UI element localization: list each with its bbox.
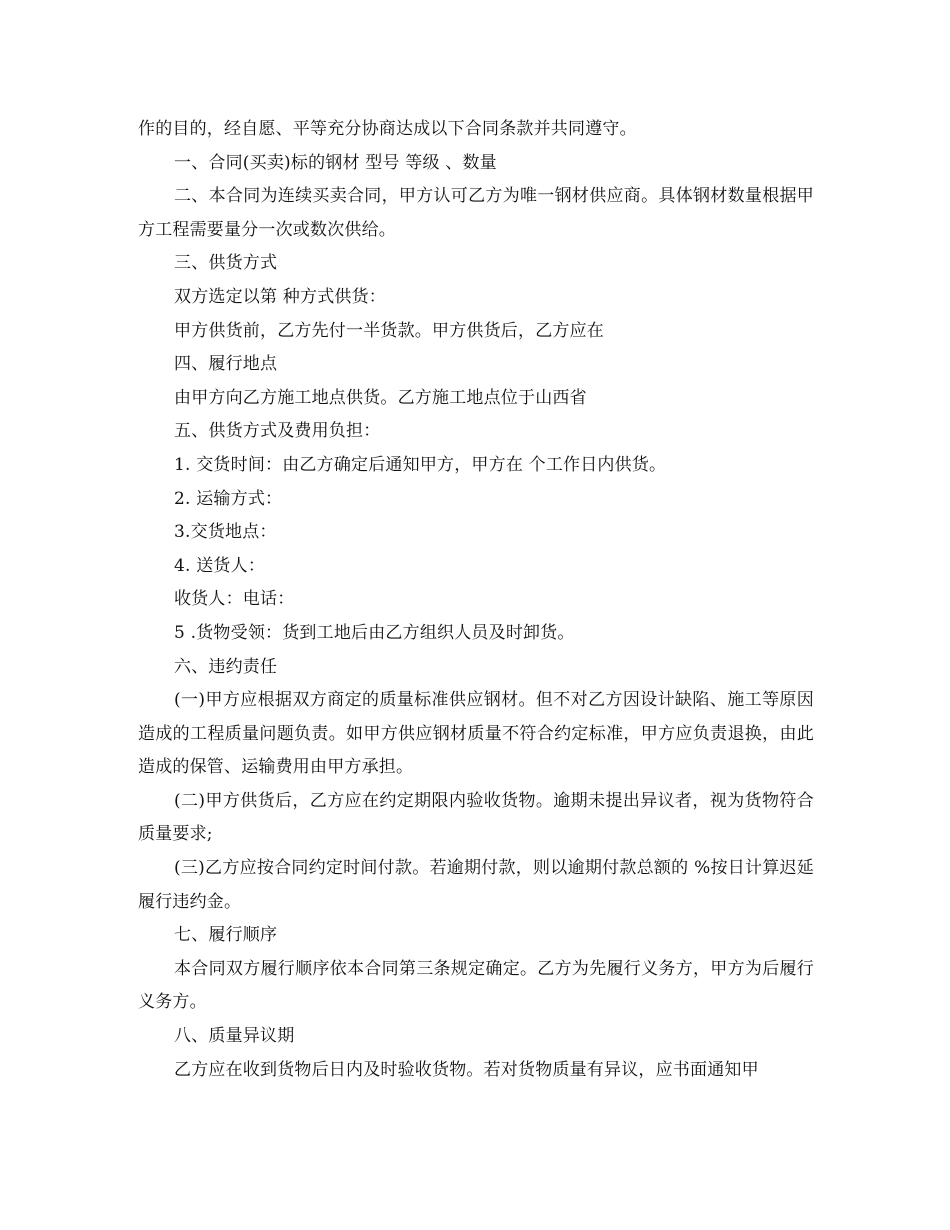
paragraph: 本合同双方履行顺序依本合同第三条规定确定。乙方为先履行义务方，甲方为后履行义务方。 [138, 958, 814, 1013]
paragraph: 七、履行顺序 [174, 925, 278, 946]
paragraph: (三)乙方应按合同约定时间付款。若逾期付款，则以逾期付款总额的 %按日计算迟延履行违约金。 [138, 858, 814, 912]
paragraph: 4. 送货人： [174, 555, 266, 576]
paragraph: 3.交货地点： [174, 522, 277, 543]
paragraph: (二)甲方供货后，乙方应在约定期限内验收货物。逾期未提出异议者，视为货物符合质量要求; [138, 790, 814, 845]
paragraph: 作的目的，经自愿、平等充分协商达成以下合同条款并共同遵守。 [138, 119, 637, 139]
paragraph: 八、质量异议期 [174, 1026, 295, 1047]
paragraph: 5 .货物受领：货到工地后由乙方组织人员及时卸货。 [174, 622, 575, 643]
paragraph: 三、供货方式 [174, 253, 278, 274]
paragraph: 五、供货方式及费用负担： [174, 421, 381, 442]
paragraph: 二、本合同为连续买卖合同，甲方认可乙方为唯一钢材供应商。具体钢材数量根据甲方工程需要量分一次或数次供给。 [138, 186, 814, 240]
paragraph: 乙方应在收到货物后日内及时验收货物。若对货物质量有异议，应书面通知甲 [174, 1059, 759, 1080]
paragraph: 甲方供货前，乙方先付一半货款。甲方供货后，乙方应在 [174, 320, 604, 341]
paragraph: 2. 运输方式： [174, 488, 283, 509]
paragraph: 1. 交货时间：由乙方确定后通知甲方，甲方在 个工作日内供货。 [174, 454, 667, 475]
paragraph: 双方选定以第 种方式供货： [174, 286, 387, 307]
paragraph: (一)甲方应根据双方商定的质量标准供应钢材。但不对乙方因设计缺陷、施工等原因造成的工程质量问题负责。如甲方供应钢材质量不符合约定标准，甲方应负责退换，由此造成的保管、运输费用由甲方承担。 [138, 690, 814, 778]
paragraph: 收货人：电话： [174, 589, 295, 610]
paragraph: 一、合同(买卖)标的钢材 型号 等级 、数量 [174, 152, 497, 173]
paragraph: 六、违约责任 [174, 656, 278, 677]
document-body [138, 113, 814, 1087]
paragraph: 由甲方向乙方施工地点供货。乙方施工地点位于山西省 [174, 387, 587, 408]
paragraph: 四、履行地点 [174, 354, 278, 375]
